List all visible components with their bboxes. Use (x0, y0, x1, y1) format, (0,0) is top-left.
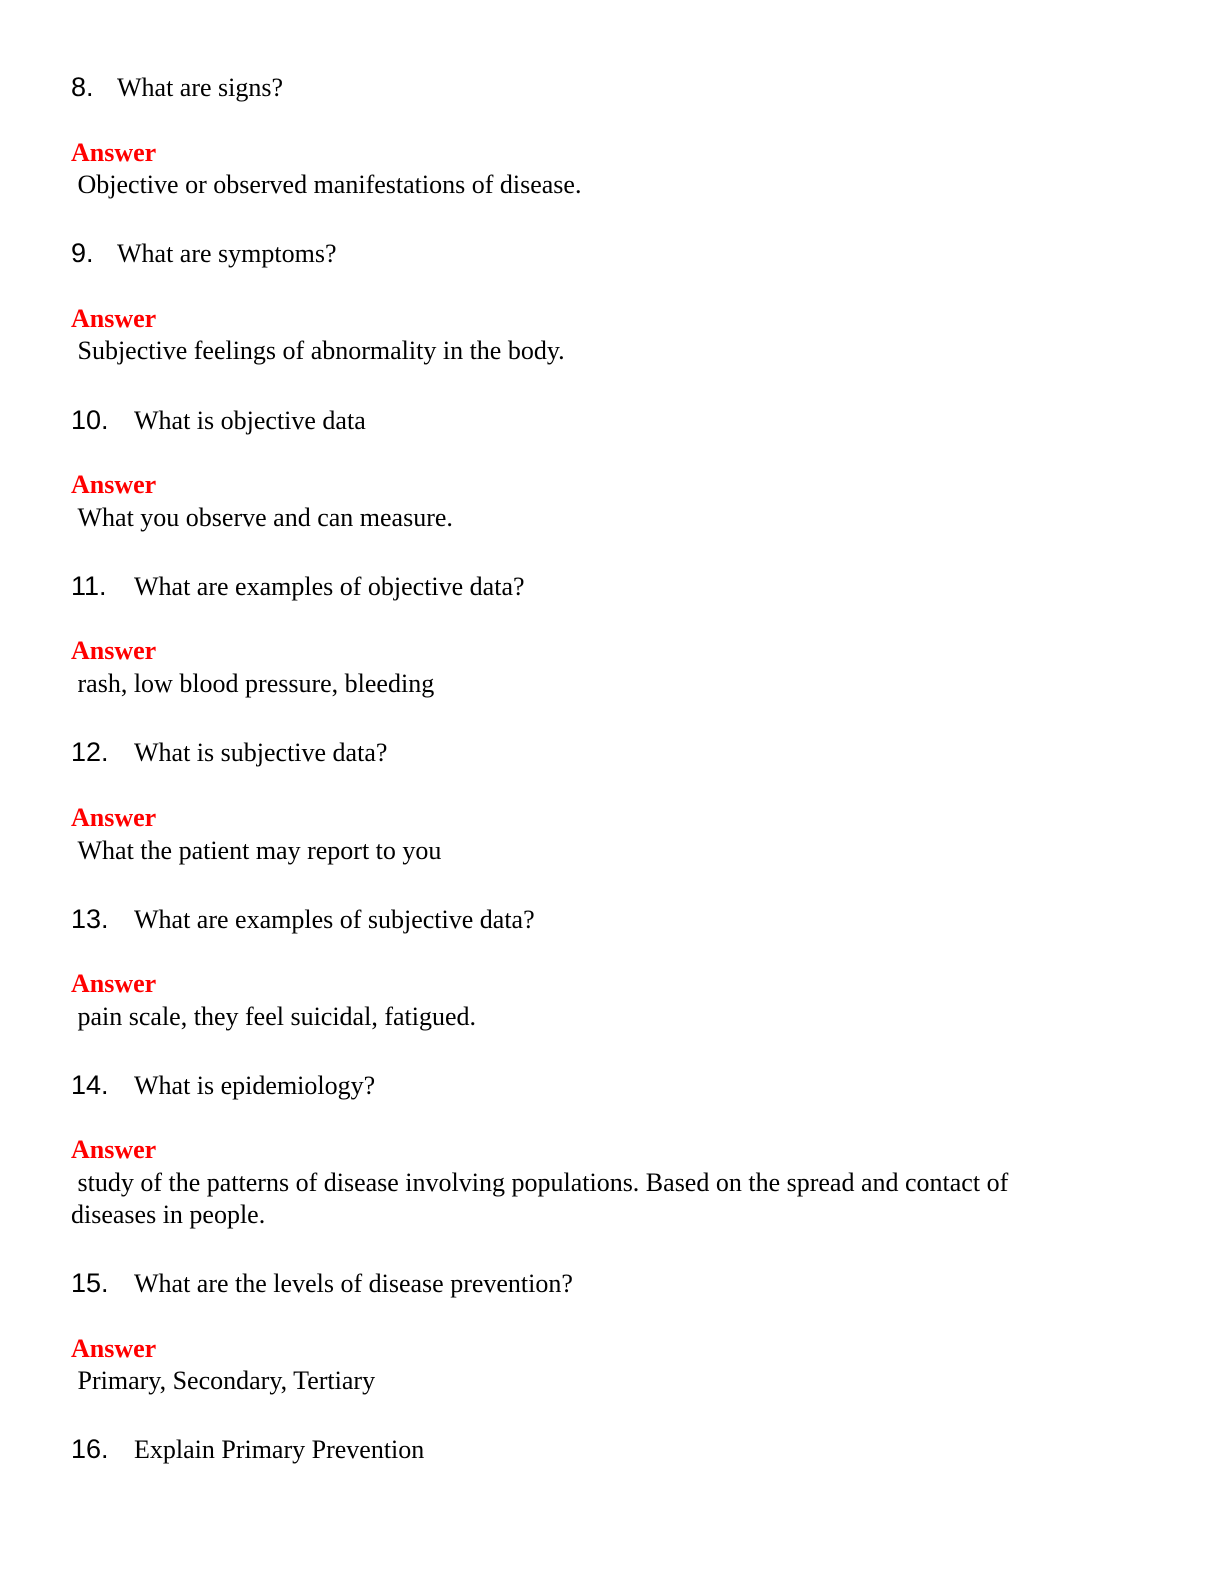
question-number: 10. (71, 405, 109, 435)
question-number: 15. (71, 1268, 109, 1298)
question-number: 9. (71, 238, 94, 268)
answer-text: Primary, Secondary, Tertiary (71, 1366, 376, 1395)
question-number: 11. (71, 571, 107, 601)
question-text: What is subjective data? (134, 738, 388, 767)
answer-text: study of the patterns of disease involving populations. Based on the spread and contact of diseases in people. (71, 1168, 1009, 1229)
question-16 (71, 1434, 424, 1465)
question-number: 13. (71, 904, 109, 934)
question-text: What are examples of subjective data? (134, 905, 535, 934)
question-11 (71, 571, 525, 602)
question-number: 8. (71, 72, 94, 102)
answer-text: rash, low blood pressure, bleeding (71, 669, 435, 698)
answer-label: Answer (71, 1135, 157, 1164)
question-13 (71, 904, 535, 935)
answer-text: What the patient may report to you (71, 836, 442, 865)
question-number: 14. (71, 1070, 109, 1100)
answer-label: Answer (71, 1334, 157, 1363)
answer-label: Answer (71, 304, 157, 333)
answer-label: Answer (71, 470, 157, 499)
answer-label: Answer (71, 969, 157, 998)
answer-label: Answer (71, 138, 157, 167)
question-12 (71, 737, 387, 768)
answer-text: Subjective feelings of abnormality in the body. (71, 336, 565, 365)
question-14 (71, 1070, 375, 1101)
question-text: What is objective data (134, 406, 366, 435)
question-10 (71, 405, 366, 436)
question-number: 12. (71, 737, 109, 767)
answer-label: Answer (71, 636, 157, 665)
answer-text: Objective or observed manifestations of disease. (71, 170, 582, 199)
question-text: What are examples of objective data? (134, 572, 525, 601)
question-15 (71, 1268, 573, 1299)
question-text: What are symptoms? (117, 239, 337, 268)
question-text: Explain Primary Prevention (134, 1435, 425, 1464)
answer-text: What you observe and can measure. (71, 503, 453, 532)
question-text: What are the levels of disease prevention? (134, 1269, 573, 1298)
question-text: What is epidemiology? (134, 1071, 376, 1100)
question-9 (71, 238, 337, 269)
question-8 (71, 72, 283, 103)
question-text: What are signs? (117, 73, 284, 102)
answer-text: pain scale, they feel suicidal, fatigued. (71, 1002, 477, 1031)
answer-label: Answer (71, 803, 157, 832)
question-number: 16. (71, 1434, 109, 1464)
